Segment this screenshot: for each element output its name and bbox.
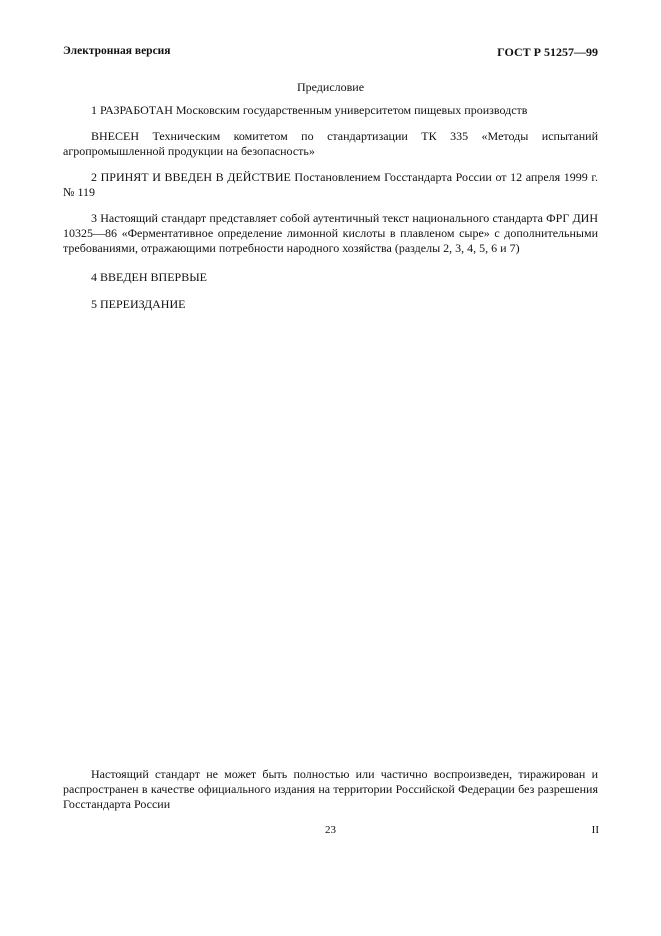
header-edition-label: Электронная версия bbox=[63, 45, 171, 57]
paragraph-developed-by: 1 РАЗРАБОТАН Московским государственным университетом пищевых производств bbox=[91, 103, 528, 117]
paragraph-introduced-by: ВНЕСЕН Техническим комитетом по стандартизации ТК 335 «Методы испытаний агропромышленной продукции на безопасность» bbox=[63, 129, 598, 158]
page-title: Предисловие bbox=[296, 80, 365, 94]
page-number: 23 bbox=[325, 824, 336, 836]
copyright-notice: Настоящий стандарт не может быть полностью или частично воспроизведен, тиражирован и распространен в качестве официального издания на территории Российской Федерации без разрешения Госстандарта России bbox=[63, 767, 598, 811]
paragraph-reissue: 5 ПЕРЕИЗДАНИЕ bbox=[91, 297, 186, 311]
paragraph-authentic-text: 3 Настоящий стандарт представляет собой аутентичный текст национального стандарта ФРГ ДИН 10325—86 «Ферментативное определение лимонной кислоты в плавленом сыре» с дополнительными требованиями, отражающими потребности народного хозяйства (разделы 2, 3, 4, 5, 6 и 7) bbox=[63, 211, 598, 255]
header-standard-number: ГОСТ Р 51257—99 bbox=[497, 45, 598, 59]
paragraph-adopted: 2 ПРИНЯТ И ВВЕДЕН В ДЕЙСТВИЕ Постановлением Госстандарта России от 12 апреля 1999 г. № 119 bbox=[63, 170, 598, 199]
paragraph-first-introduced: 4 ВВЕДЕН ВПЕРВЫЕ bbox=[91, 270, 207, 284]
edition-mark: II bbox=[591, 824, 599, 836]
